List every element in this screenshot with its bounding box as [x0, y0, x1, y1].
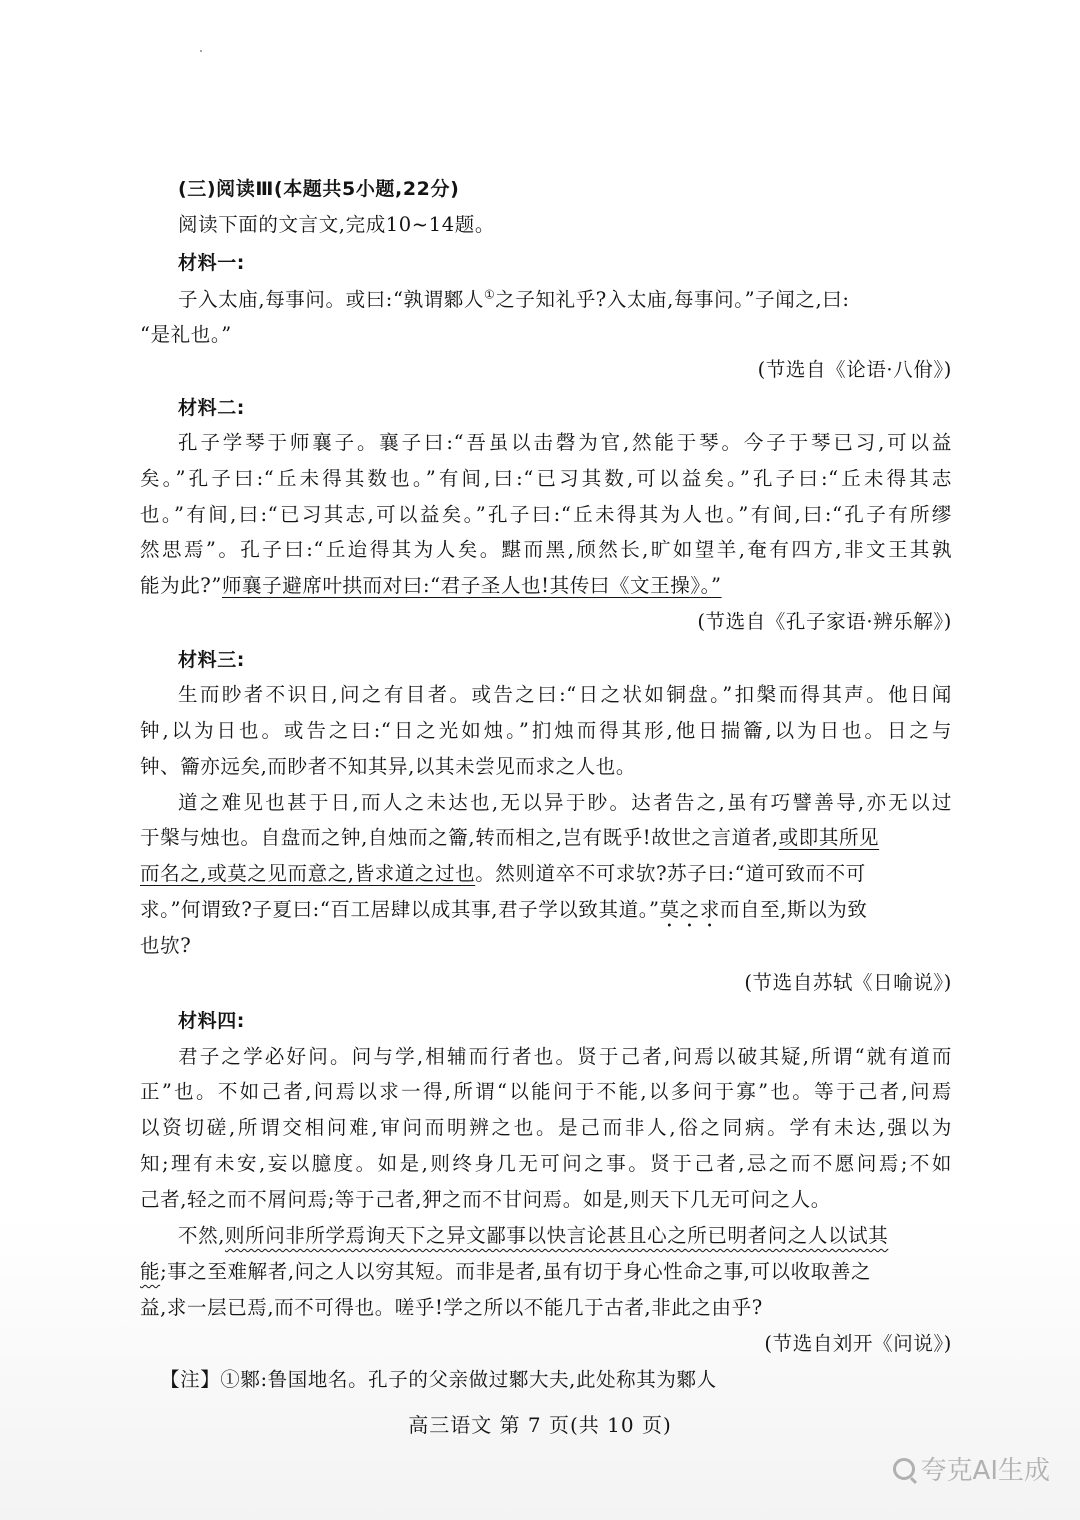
- material-4-line-1: 君子之学必好问。问与学,相辅而行者也。贤于己者,问焉以破其疑,所谓“就有道而: [178, 1045, 952, 1068]
- footnote: 【注】①鄹:鲁国地名。孔子的父亲做过鄹大夫,此处称其为鄹人: [160, 1368, 717, 1391]
- material-2-line-4: 然思焉”。孔子曰:“丘迨得其为人矣。黮而黑,颀然长,旷如望羊,奄有四方,非文王其孰: [140, 538, 952, 561]
- ai-watermark: 夸克AI生成: [893, 1450, 1050, 1487]
- material-3-line-8: 也欤?: [140, 934, 192, 957]
- material-2-line-2: 矣。”孔子曰:“丘未得其数也。”有间,曰:“已习其数,可以益矣。”孔子曰:“丘未得其志: [140, 467, 952, 490]
- material-4-line-8: 益,求一层已焉,而不可得也。嗟乎!学之所以不能几于古者,非此之由乎?: [140, 1296, 763, 1319]
- material-4-source: (节选自刘开《问说》): [764, 1332, 952, 1355]
- dotted-phrase: 莫之求: [659, 898, 720, 921]
- material-3-line-5: 于槃与烛也。自盘而之钟,自烛而之籥,转而相之,岂有既乎!故世之言道者,或即其所见: [140, 826, 880, 849]
- material-2-line-1: 孔子学琴于师襄子。襄子曰:“吾虽以击磬为官,然能于琴。今子于琴已习,可以益: [178, 431, 952, 454]
- material-4-line-4: 知;理有未安,妄以臆度。如是,则终身几无可问之事。贤于己者,忌之而不愿问焉;不如: [140, 1152, 952, 1175]
- underlined-sentence-end: 而名之,或莫之见而意之,皆求道之过也: [140, 862, 476, 885]
- footnote-ref: ①: [483, 287, 496, 302]
- material-2-heading: 材料二:: [178, 397, 245, 419]
- material-1-line-1: 子入太庙,每事问。或曰:“孰谓鄹人①之子知礼乎?入太庙,每事问。”子闻之,曰:: [178, 287, 850, 311]
- underlined-sentence: 师襄子避席叶拱而对曰:“君子圣人也!其传曰《文王操》。”: [221, 574, 722, 597]
- material-1-line-2: “是礼也。”: [140, 323, 232, 346]
- material-3-line-3: 钟、籥亦远矣,而眇者不知其异,以其未尝见而求之人也。: [140, 755, 636, 778]
- material-2-line-5: 能为此?”师襄子避席叶拱而对曰:“君子圣人也!其传曰《文王操》。”: [140, 574, 722, 597]
- material-3-line-6: 而名之,或莫之见而意之,皆求道之过也。然则道卒不可求欤?苏子曰:“道可致而不可: [140, 862, 866, 885]
- material-3-heading: 材料三:: [178, 649, 245, 671]
- material-4-line-2: 正”也。不如己者,问焉以求一得,所谓“以能问于不能,以多问于寡”也。等于己者,问焉: [140, 1080, 952, 1103]
- wavy-underlined-sentence: 则所问非所学焉询天下之异文鄙事以快言论甚且心之所已明者问之人以试其: [225, 1224, 889, 1247]
- scan-speck: [200, 50, 202, 52]
- section-title: (三)阅读Ⅲ(本题共5小题,22分): [178, 178, 460, 200]
- underlined-sentence-start: 或即其所见: [778, 826, 880, 849]
- material-4-line-5: 己者,轻之而不屑问焉;等于己者,狎之而不甘问焉。如是,则天下几无可问之人。: [140, 1188, 831, 1211]
- quark-logo-icon: [893, 1458, 915, 1480]
- material-1-source: (节选自《论语·八佾》): [757, 358, 952, 381]
- material-3-line-7: 求。”何谓致?子夏曰:“百工居肆以成其事,君子学以致其道。”莫之求而自至,斯以为致: [140, 898, 868, 921]
- page-footer: 高三语文 第 7 页(共 10 页): [408, 1413, 672, 1437]
- material-4-line-6: 不然,则所问非所学焉询天下之异文鄙事以快言论甚且心之所已明者问之人以试其: [178, 1224, 889, 1247]
- material-2-source: (节选自《孔子家语·辨乐解》): [697, 610, 952, 633]
- material-4-line-7: 能;事之至难解者,问之人以穷其短。而非是者,虽有切于身心性命之事,可以收取善之: [140, 1260, 872, 1283]
- material-3-source: (节选自苏轼《日喻说》): [744, 971, 952, 994]
- wavy-underlined-end: 能: [140, 1260, 161, 1283]
- material-2-line-3: 也。”有间,曰:“已习其志,可以益矣。”孔子曰:“丘未得其为人也。”有间,曰:“孔子有所缪: [140, 503, 952, 526]
- material-1-heading: 材料一:: [178, 252, 245, 274]
- material-4-line-3: 以资切磋,所谓交相问难,审问而明辨之也。是己而非人,俗之同病。学有未达,强以为: [140, 1116, 952, 1139]
- material-3-line-4: 道之难见也甚于日,而人之未达也,无以异于眇。达者告之,虽有巧譬善导,亦无以过: [178, 791, 952, 814]
- material-3-line-1: 生而眇者不识日,问之有目者。或告之曰:“日之状如铜盘。”扣槃而得其声。他日闻: [178, 683, 952, 706]
- material-3-line-2: 钟,以为日也。或告之曰:“日之光如烛。”扪烛而得其形,他日揣籥,以为日也。日之与: [140, 719, 952, 742]
- section-instruction: 阅读下面的文言文,完成10~14题。: [178, 213, 495, 236]
- material-4-heading: 材料四:: [178, 1010, 245, 1032]
